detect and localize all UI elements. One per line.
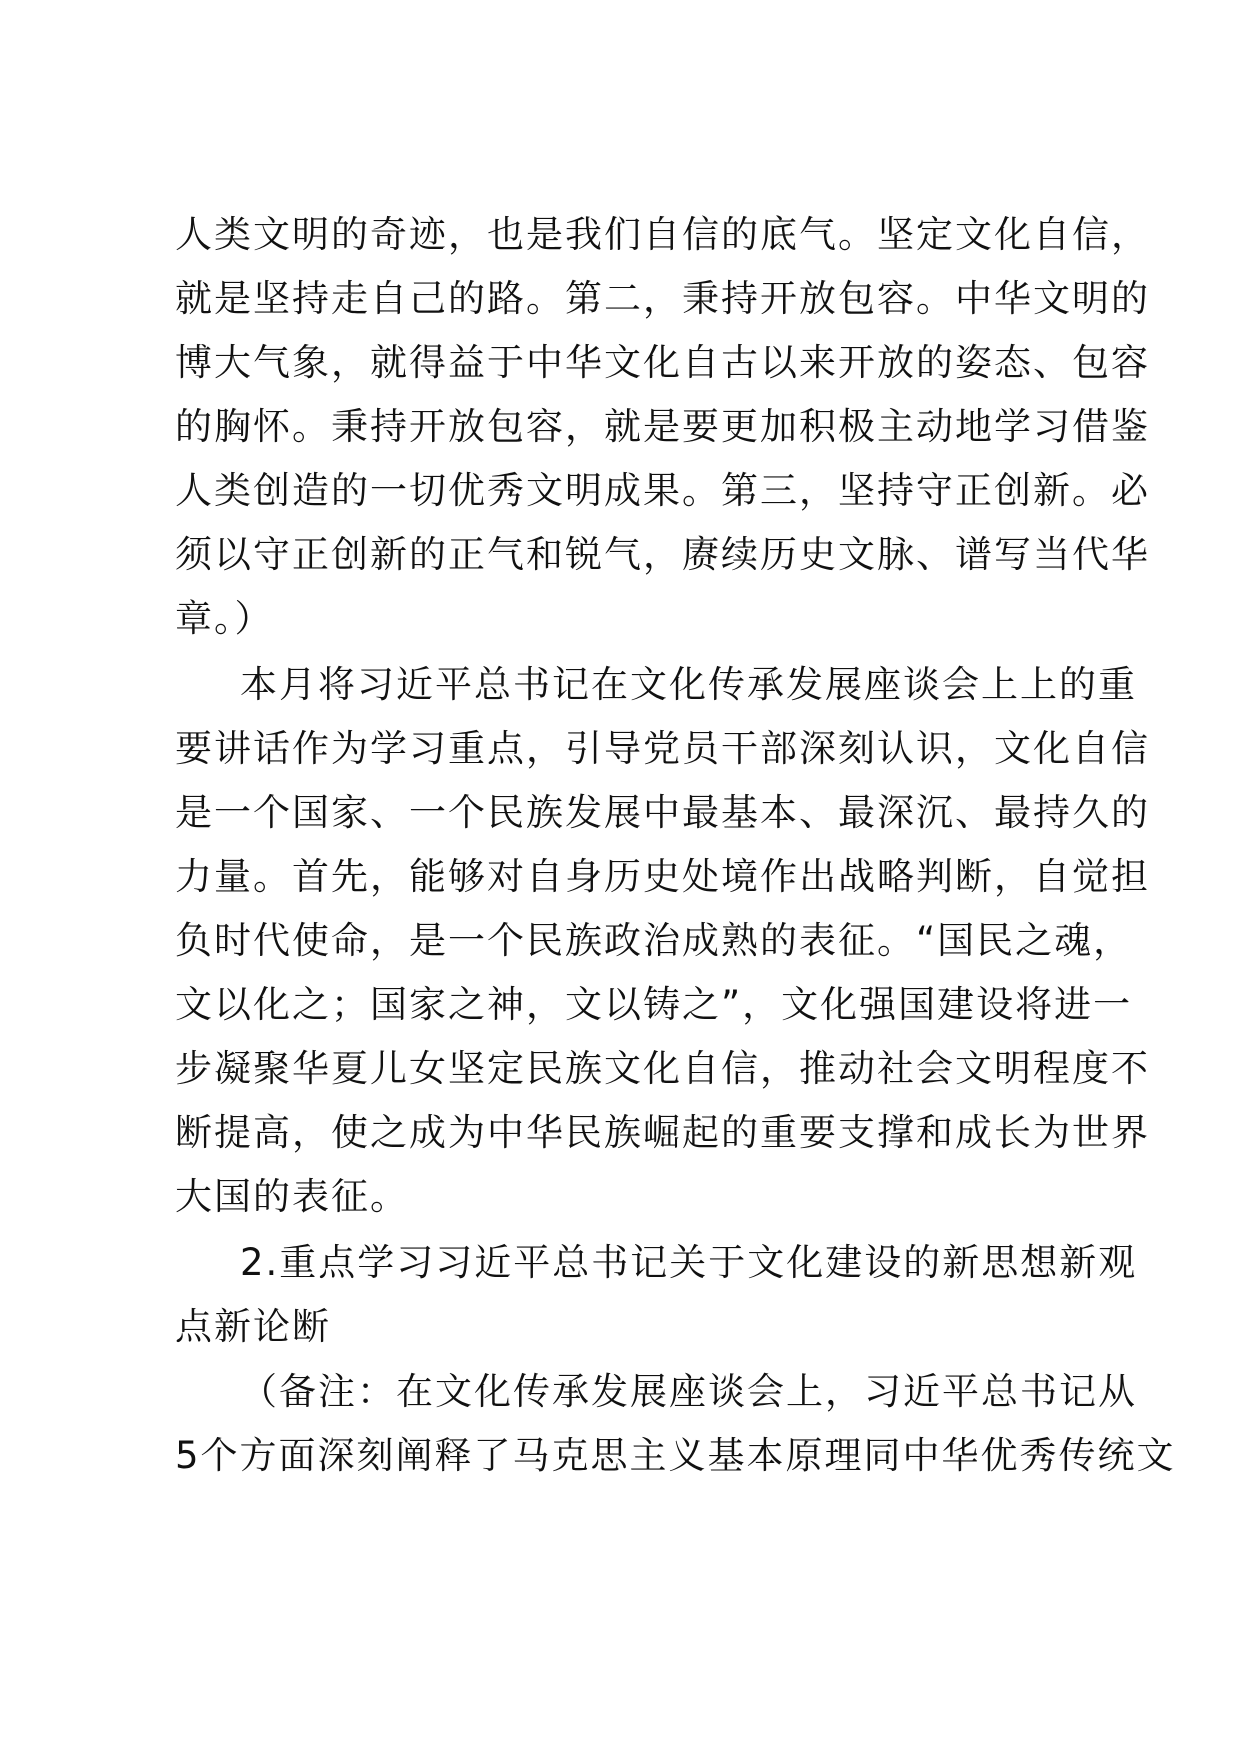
- text-line: 文以化之；国家之神，文以铸之”，文化强国建设将进一: [175, 983, 1133, 1026]
- text-line: 5个方面深刻阐释了马克思主义基本原理同中华优秀传统文: [175, 1434, 1176, 1477]
- text-line: 的胸怀。秉持开放包容，就是要更加积极主动地学习借鉴: [175, 405, 1150, 448]
- text-line: 人类文明的奇迹，也是我们自信的底气。坚定文化自信，: [175, 213, 1150, 256]
- text-line: 断提高，使之成为中华民族崛起的重要支撑和成长为世界: [175, 1111, 1150, 1154]
- text-line: 力量。首先，能够对自身历史处境作出战略判断，自觉担: [175, 855, 1150, 898]
- text-line: 须以守正创新的正气和锐气，赓续历史文脉、谱写当代华: [175, 533, 1150, 576]
- text-line: 章。）: [175, 597, 274, 640]
- text-line: 是一个国家、一个民族发展中最基本、最深沉、最持久的: [175, 791, 1150, 834]
- text-line: 步凝聚华夏儿女坚定民族文化自信，推动社会文明程度不: [175, 1047, 1150, 1090]
- text-line: 人类创造的一切优秀文明成果。第三，坚持守正创新。必: [175, 469, 1150, 512]
- text-line: 要讲话作为学习重点，引导党员干部深刻认识，文化自信: [175, 727, 1150, 770]
- text-line: 负时代使命，是一个民族政治成熟的表征。“国民之魂，: [175, 919, 1133, 962]
- text-line: 博大气象，就得益于中华文化自古以来开放的姿态、包容: [175, 341, 1150, 384]
- text-line: 大国的表征。: [175, 1175, 409, 1218]
- paragraph-first-line: 本月将习近平总书记在文化传承发展座谈会上上的重: [240, 663, 1137, 706]
- text-line: 就是坚持走自己的路。第二，秉持开放包容。中华文明的: [175, 277, 1150, 320]
- section-heading-continued: 点新论断: [175, 1305, 331, 1348]
- note-first-line: （备注：在文化传承发展座谈会上，习近平总书记从: [240, 1370, 1137, 1413]
- section-heading: 2.重点学习习近平总书记关于文化建设的新思想新观: [240, 1241, 1138, 1284]
